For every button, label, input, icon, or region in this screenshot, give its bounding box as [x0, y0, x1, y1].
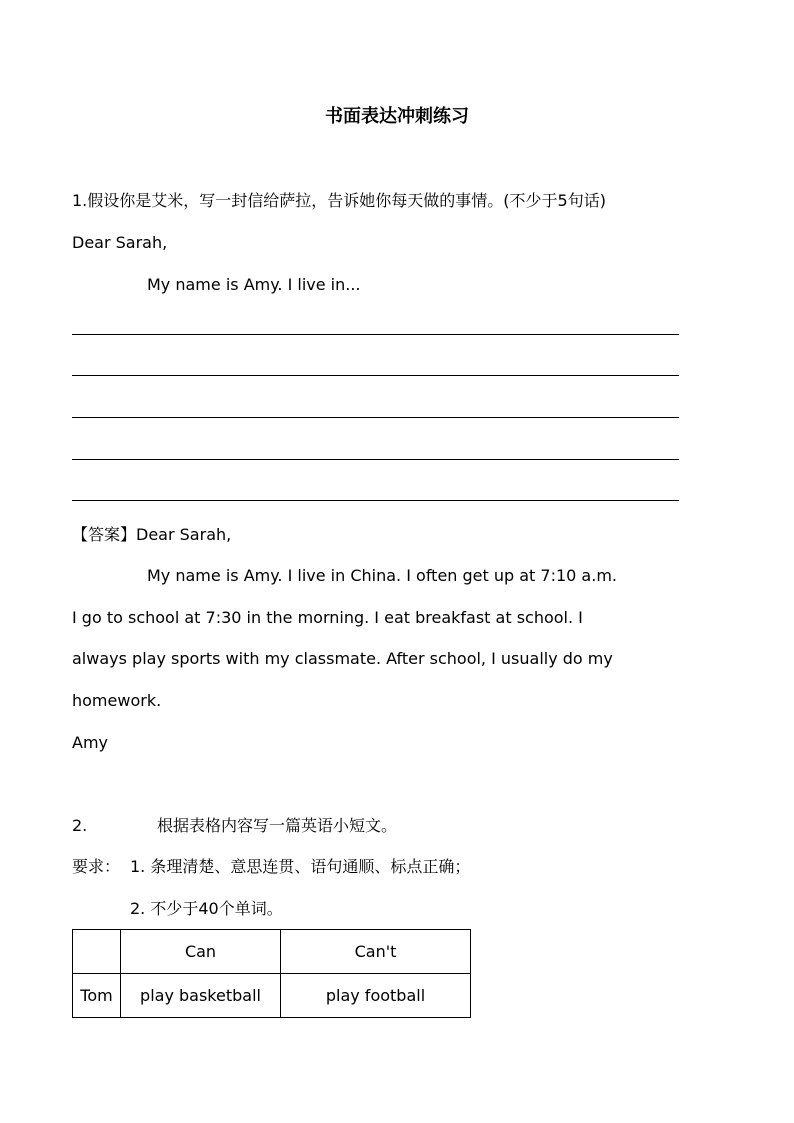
table-header-cell: Can't: [281, 930, 471, 974]
letter-opening: My name is Amy. I live in...: [147, 275, 361, 294]
answer-signature: Amy: [72, 733, 108, 752]
writing-line: [72, 500, 679, 501]
answer-label: 【答案】: [72, 525, 137, 544]
writing-line: [72, 417, 679, 418]
writing-line: [72, 334, 679, 335]
table-cell: Tom: [73, 974, 121, 1018]
answer-line: I go to school at 7:30 in the morning. I eat breakfast at school. I: [72, 608, 583, 627]
table-header-row: [73, 930, 471, 974]
table-header-cell: Can: [121, 930, 281, 974]
letter-salutation: Dear Sarah,: [72, 233, 168, 252]
requirement-2: 2. 不少于40个单词。: [130, 899, 283, 918]
table-header-cell: [73, 930, 121, 974]
requirement-1: 1. 条理清楚、意思连贯、语句通顺、标点正确；: [130, 857, 471, 876]
table-cell: play football: [281, 974, 471, 1018]
requirements-label: 要求：: [72, 857, 121, 876]
writing-line: [72, 375, 679, 376]
question-2-number: 2.: [72, 816, 88, 835]
answer-header: [72, 525, 231, 545]
ability-table: [72, 929, 471, 1018]
question-1-prompt: 1.假设你是艾米，写一封信给萨拉，告诉她你每天做的事情。(不少于5句话): [72, 191, 606, 210]
question-2-prompt: 根据表格内容写一篇英语小短文。: [157, 816, 398, 835]
page-title: 书面表达冲刺练习: [325, 106, 469, 127]
writing-line: [72, 459, 679, 460]
answer-salutation: Dear Sarah,: [136, 525, 232, 544]
table-row: [73, 974, 471, 1018]
table-cell: play basketball: [121, 974, 281, 1018]
answer-line: My name is Amy. I live in China. I often get up at 7:10 a.m.: [147, 566, 617, 585]
answer-line: homework.: [72, 691, 162, 710]
answer-line: always play sports with my classmate. After school, I usually do my: [72, 649, 613, 668]
